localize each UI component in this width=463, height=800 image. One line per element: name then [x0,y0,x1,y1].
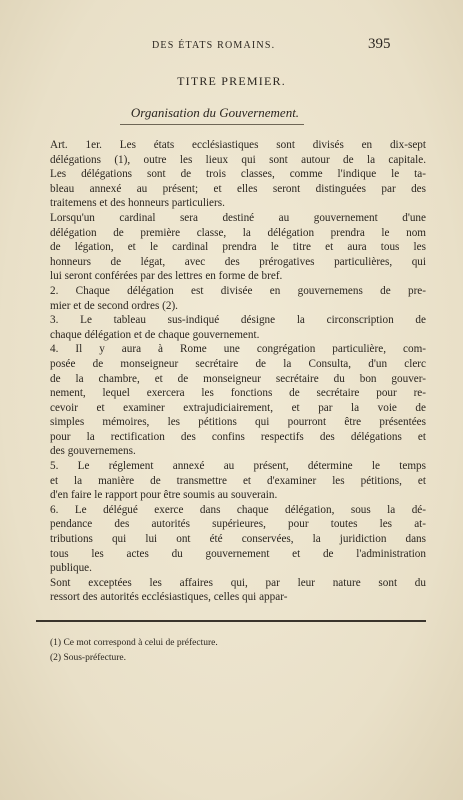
text-line: ressort des autorités ecclésiastiques, celles qui appar- [50,591,288,604]
text-line: 2. Chaque délégation est divisée en gouvernemens de pre- [50,284,426,297]
text-line: de légation, et le cardinal prendra le titre et aura tous les [50,241,426,254]
paragraph [36,138,426,211]
text-line: chaque délégation et de chaque gouvernement. [50,328,260,341]
text-line: délégation de première classe, la délégation prendra le nom [50,226,426,239]
paragraph [36,342,426,459]
text-line: délégations (1), outre les lieux qui sont autour de la capitale. [50,153,426,166]
paragraph [36,459,426,503]
text-line: et la manière de transmettre et d'examiner les pétitions, et [50,474,426,487]
footnote: (2) Sous-préfecture. [50,653,126,663]
paragraph [36,211,426,284]
footnote: (1) Ce mot correspond à celui de préfecture. [50,638,218,648]
paragraph [36,503,426,576]
text-line: honneurs de légat, avec des prérogatives particulières, qui [50,255,426,268]
text-line: de la chambre, et de monseigneur secrétaire du bon gouver- [50,372,426,385]
text-line: Lorsqu'un cardinal sera destiné au gouvernement d'une [50,211,426,224]
footnotes [50,636,430,666]
text-line: Sont exceptées les affaires qui, par leur nature sont du [50,576,426,589]
running-head [0,38,463,56]
page-number: 395 [368,36,391,52]
paragraph [36,284,426,313]
body-text [36,134,426,605]
text-line: tributions qui lui ont été conservées, la juridiction dans [50,533,426,546]
text-line: simples mémoires, les pétitions qui pourront être présentées [50,416,426,429]
text-line: cevoir et examiner extrajudiciairement, et par la voie de [50,401,426,414]
text-line: traitemens et des honneurs particuliers. [50,197,225,210]
running-title: DES ÉTATS ROMAINS. [152,40,276,51]
section-subtitle: Organisation du Gouvernement. [130,105,300,120]
text-line: d'en faire le rapport pour être soumis au souverain. [50,489,278,502]
text-line: Les délégations sont de trois classes, comme l'indique le ta- [50,168,426,181]
text-line: nement, lequel exercera les fonctions de secrétaire pour re- [50,387,426,400]
text-line: tous les actes du gouvernement et de l'administration [50,547,426,560]
footnote-rule [36,620,426,622]
text-line: lui seront conférées par des lettres en forme de bref. [50,270,283,283]
paragraph [36,576,426,605]
text-line: 5. Le réglement annexé au présent, détermine le temps [50,460,426,473]
text-line: 6. Le délégué exerce dans chaque délégation, sous la dé- [50,503,426,516]
text-line: pour la rectification des confins respectifs des délégations et [50,430,426,443]
text-line: des gouvernemens. [50,445,136,458]
paragraph [36,313,426,342]
text-line: 3. Le tableau sus-indiqué désigne la circonscription de [50,314,426,327]
text-line: pendance des autorités supérieures, pour toutes les at- [50,518,426,531]
text-line: publique. [50,562,92,575]
text-line: posée de monseigneur secrétaire de la Consulta, d'un clerc [50,357,426,370]
text-line: mier et de second ordres (2). [50,299,178,312]
text-line: bleau annexé au présent; et elles seront distinguées par des [50,182,426,195]
subtitle-rule [120,124,304,125]
text-line: 4. Il y aura à Rome une congrégation particulière, com- [50,343,426,356]
text-line: Art. 1er. Les états ecclésiastiques sont divisés en dix-sept [50,139,426,151]
section-title: TITRE PREMIER. [177,74,286,88]
